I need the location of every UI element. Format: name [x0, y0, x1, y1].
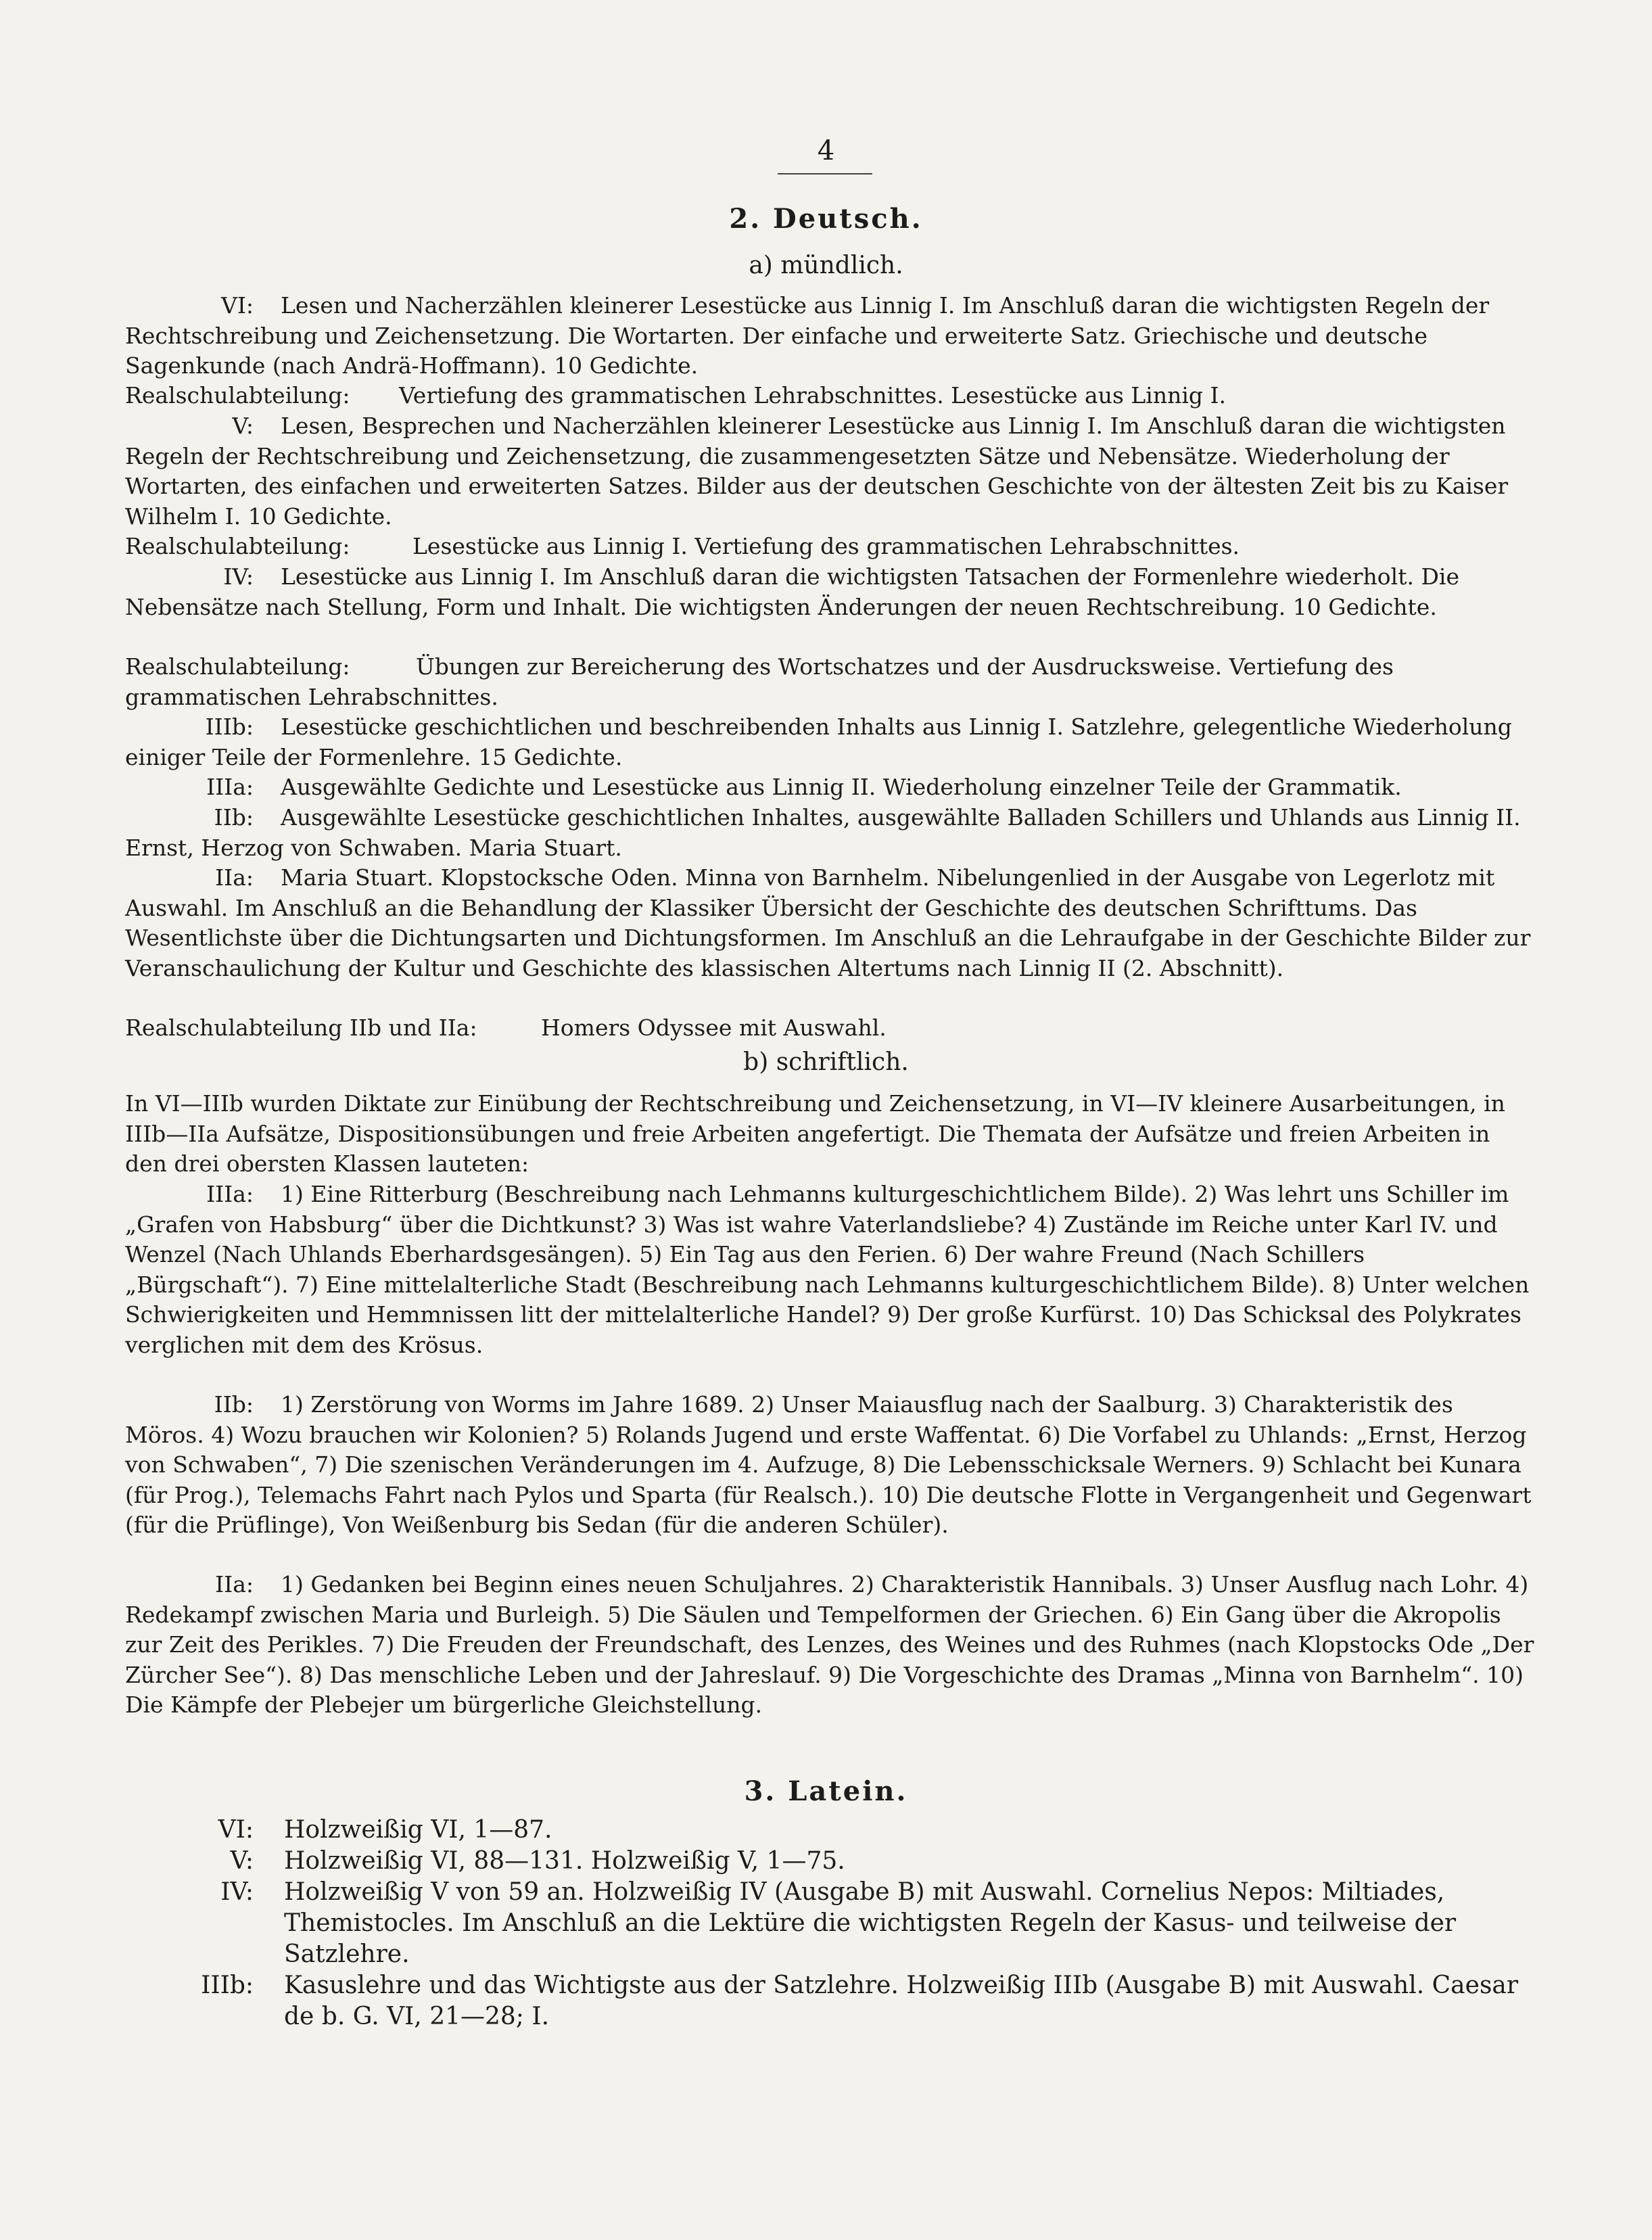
latin-label: VI: [218, 1816, 254, 1844]
section-heading-deutsch: 2. Deutsch. [729, 203, 923, 235]
entry-label: IIa: [215, 864, 254, 891]
entry-label: IIb: [214, 804, 254, 831]
entry-label: IIIb: [205, 714, 254, 740]
entry-label: Realschulabteilung IIb und IIa: [125, 1014, 477, 1041]
entry-text: Lesestücke geschichtlichen und beschreibenden Inhalts aus Linnig I. Satzlehre, gelegentliche Wiederholung einiger Teile der Formenlehre. 15 Gedichte. [125, 714, 1512, 770]
essay-label: IIIa: [206, 1181, 254, 1207]
essay-topics: 1) Eine Ritterburg (Beschreibung nach Lehmanns kulturgeschichtlichem Bilde). 2) Was lehrt uns Schiller im „Grafen von Habsburg“ über die Dichtkunst? 3) Was ist wahre Vaterlandsliebe? 4) Zustände im Reiche unter Karl IV. und Wenzel (Nach Uhlands Eberhardsgesängen). 5) Ein Tag aus den Ferien. 6) Der wahre Freund (Nach Schillers „Bürgschaft“). 7) Eine mittelalterliche Stadt (Beschreibung nach Lehmanns kulturgeschichtlichem Bilde). 8) Unter welchen Schwierigkeiten und Hemmnissen litt der mittelalterliche Handel? 9) Der große Kurfürst. 10) Das Schicksal des Polykrates verglichen mit dem des Krösus. [125, 1181, 1530, 1358]
entry-text: Übungen zur Bereicherung des Wortschatzes und der Ausdrucksweise. Vertiefung des grammatischen Lehrabschnittes. [125, 653, 1394, 710]
subheading-written: b) schriftlich. [743, 1048, 909, 1076]
latin-text: Kasuslehre und das Wichtigste aus der Satzlehre. Holzweißig IIIb (Ausgabe B) mit Auswahl. Caesar de b. G. VI, 21—28; I. [284, 1971, 1519, 2030]
essay-topics: 1) Zerstörung von Worms im Jahre 1689. 2) Unser Maiausflug nach der Saalburg. 3) Charakteristik des Möros. 4) Wozu brauchen wir Kolonien? 5) Rolands Jugend und erste Waffentat. 6) Die Vorfabel zu Uhlands: „Ernst, Herzog von Schwaben“, 7) Die szenischen Veränderungen im 4. Aufzuge, 8) Die Lebensschicksale Werners. 9) Schlacht bei Kunara (für Prog.), Telemachs Fahrt nach Pylos und Sparta (für Realsch.). 10) Die deutsche Flotte in Vergangenheit und Gegenwart (für die Prüflinge), Von Weißenburg bis Sedan (für die anderen Schüler). [125, 1391, 1532, 1538]
entry-label: IIIa: [206, 774, 254, 800]
entry-text: Vertiefung des grammatischen Lehrabschnittes. Lesestücke aus Linnig I. [399, 382, 1227, 409]
page-number: 4 [817, 135, 835, 166]
entry-label: IV: [223, 563, 254, 590]
entry-label: Realschulabteilung: [125, 653, 350, 680]
entry-label: Realschulabteilung: [125, 382, 350, 409]
entry-text: Ausgewählte Lesestücke geschichtlichen Inhaltes, ausgewählte Balladen Schillers und Uhlands aus Linnig II. Ernst, Herzog von Schwaben. Maria Stuart. [125, 804, 1521, 861]
subheading-oral: a) mündlich. [749, 252, 903, 279]
latin-label: IIIb: [201, 1971, 254, 1999]
essay-label: IIb: [214, 1391, 254, 1418]
entry-text: Lesen, Besprechen und Nacherzählen kleinerer Lesestücke aus Linnig I. Im Anschluß daran die wichtigsten Regeln der Rechtschreibung und Zeichensetzung, die zusammengesetzten Sätze und Nebensätze. Wiederholung der Wortarten, des einfachen und erweiterten Satzes. Bilder aus der deutschen Geschichte von der ältesten Zeit bis zu Kaiser Wilhelm I. 10 Gedichte. [125, 413, 1509, 530]
entry-text: Lesestücke aus Linnig I. Vertiefung des grammatischen Lehrabschnittes. [412, 533, 1240, 559]
section-heading-latein: 3. Latein. [744, 1775, 908, 1807]
header-rule [778, 173, 872, 174]
latin-text: Holzweißig VI, 88—131. Holzweißig V, 1—75. [284, 1847, 845, 1875]
latin-label: IV: [220, 1878, 254, 1906]
entry-text: Homers Odyssee mit Auswahl. [541, 1014, 887, 1041]
latin-label: V: [230, 1847, 254, 1875]
entry-label: Realschulabteilung: [125, 533, 350, 559]
entry-label: VI: [221, 292, 254, 319]
latin-text: Holzweißig V von 59 an. Holzweißig IV (Ausgabe B) mit Auswahl. Cornelius Nepos: Miltiades, Themistocles. Im Anschluß an die Lektüre die wichtigsten Regeln der Kasus- und teilweise der Satzlehre. [284, 1878, 1457, 1968]
entry-text: Maria Stuart. Klopstocksche Oden. Minna von Barnhelm. Nibelungenlied in der Ausgabe von Legerlotz mit Auswahl. Im Anschluß an die Behandlung der Klassiker Übersicht der Geschichte des deutschen Schrifttums. Das Wesentlichste über die Dichtungsarten und Dichtungsformen. Im Anschluß an die Lehraufgabe in der Geschichte Bilder zur Veranschaulichung der Kultur und Geschichte des klassischen Altertums nach Linnig II (2. Abschnitt). [125, 864, 1531, 981]
entry-text: Lesestücke aus Linnig I. Im Anschluß daran die wichtigsten Tatsachen der Formenlehre wiederholt. Die Nebensätze nach Stellung, Form und Inhalt. Die wichtigsten Änderungen der neuen Rechtschreibung. 10 Gedichte. [125, 563, 1459, 620]
written-intro: In VI—IIIb wurden Diktate zur Einübung der Rechtschreibung und Zeichensetzung, in VI—IV kleinere Ausarbeitungen, in IIIb—IIa Aufsätze, Dispositionsübungen und freie Arbeiten angefertigt. Die Themata der Aufsätze und freien Arbeiten in den drei obersten Klassen lauteten: [125, 1090, 1505, 1177]
latin-text: Holzweißig VI, 1—87. [284, 1816, 552, 1844]
entry-label: V: [232, 413, 254, 439]
entry-text: Ausgewählte Gedichte und Lesestücke aus Linnig II. Wiederholung einzelner Teile der Grammatik. [281, 774, 1402, 800]
entry-text: Lesen und Nacherzählen kleinerer Lesestücke aus Linnig I. Im Anschluß daran die wichtigsten Regeln der Rechtschreibung und Zeichensetzung. Die Wortarten. Der einfache und erweiterte Satz. Griechische und deutsche Sagenkunde (nach Andrä-Hoffmann). 10 Gedichte. [125, 292, 1490, 379]
essay-label: IIa: [215, 1571, 254, 1597]
essay-topics: 1) Gedanken bei Beginn eines neuen Schuljahres. 2) Charakteristik Hannibals. 3) Unser Ausflug nach Lohr. 4) Redekampf zwischen Maria und Burleigh. 5) Die Säulen und Tempelformen der Griechen. 6) Ein Gang über die Akropolis zur Zeit des Perikles. 7) Die Freuden der Freundschaft, des Lenzes, des Weines und des Ruhmes (nach Klopstocks Ode „Der Zürcher See“). 8) Das menschliche Leben und der Jahreslauf. 9) Die Vorgeschichte des Dramas „Minna von Barnhelm“. 10) Die Kämpfe der Plebejer um bürgerliche Gleichstellung. [125, 1571, 1534, 1718]
